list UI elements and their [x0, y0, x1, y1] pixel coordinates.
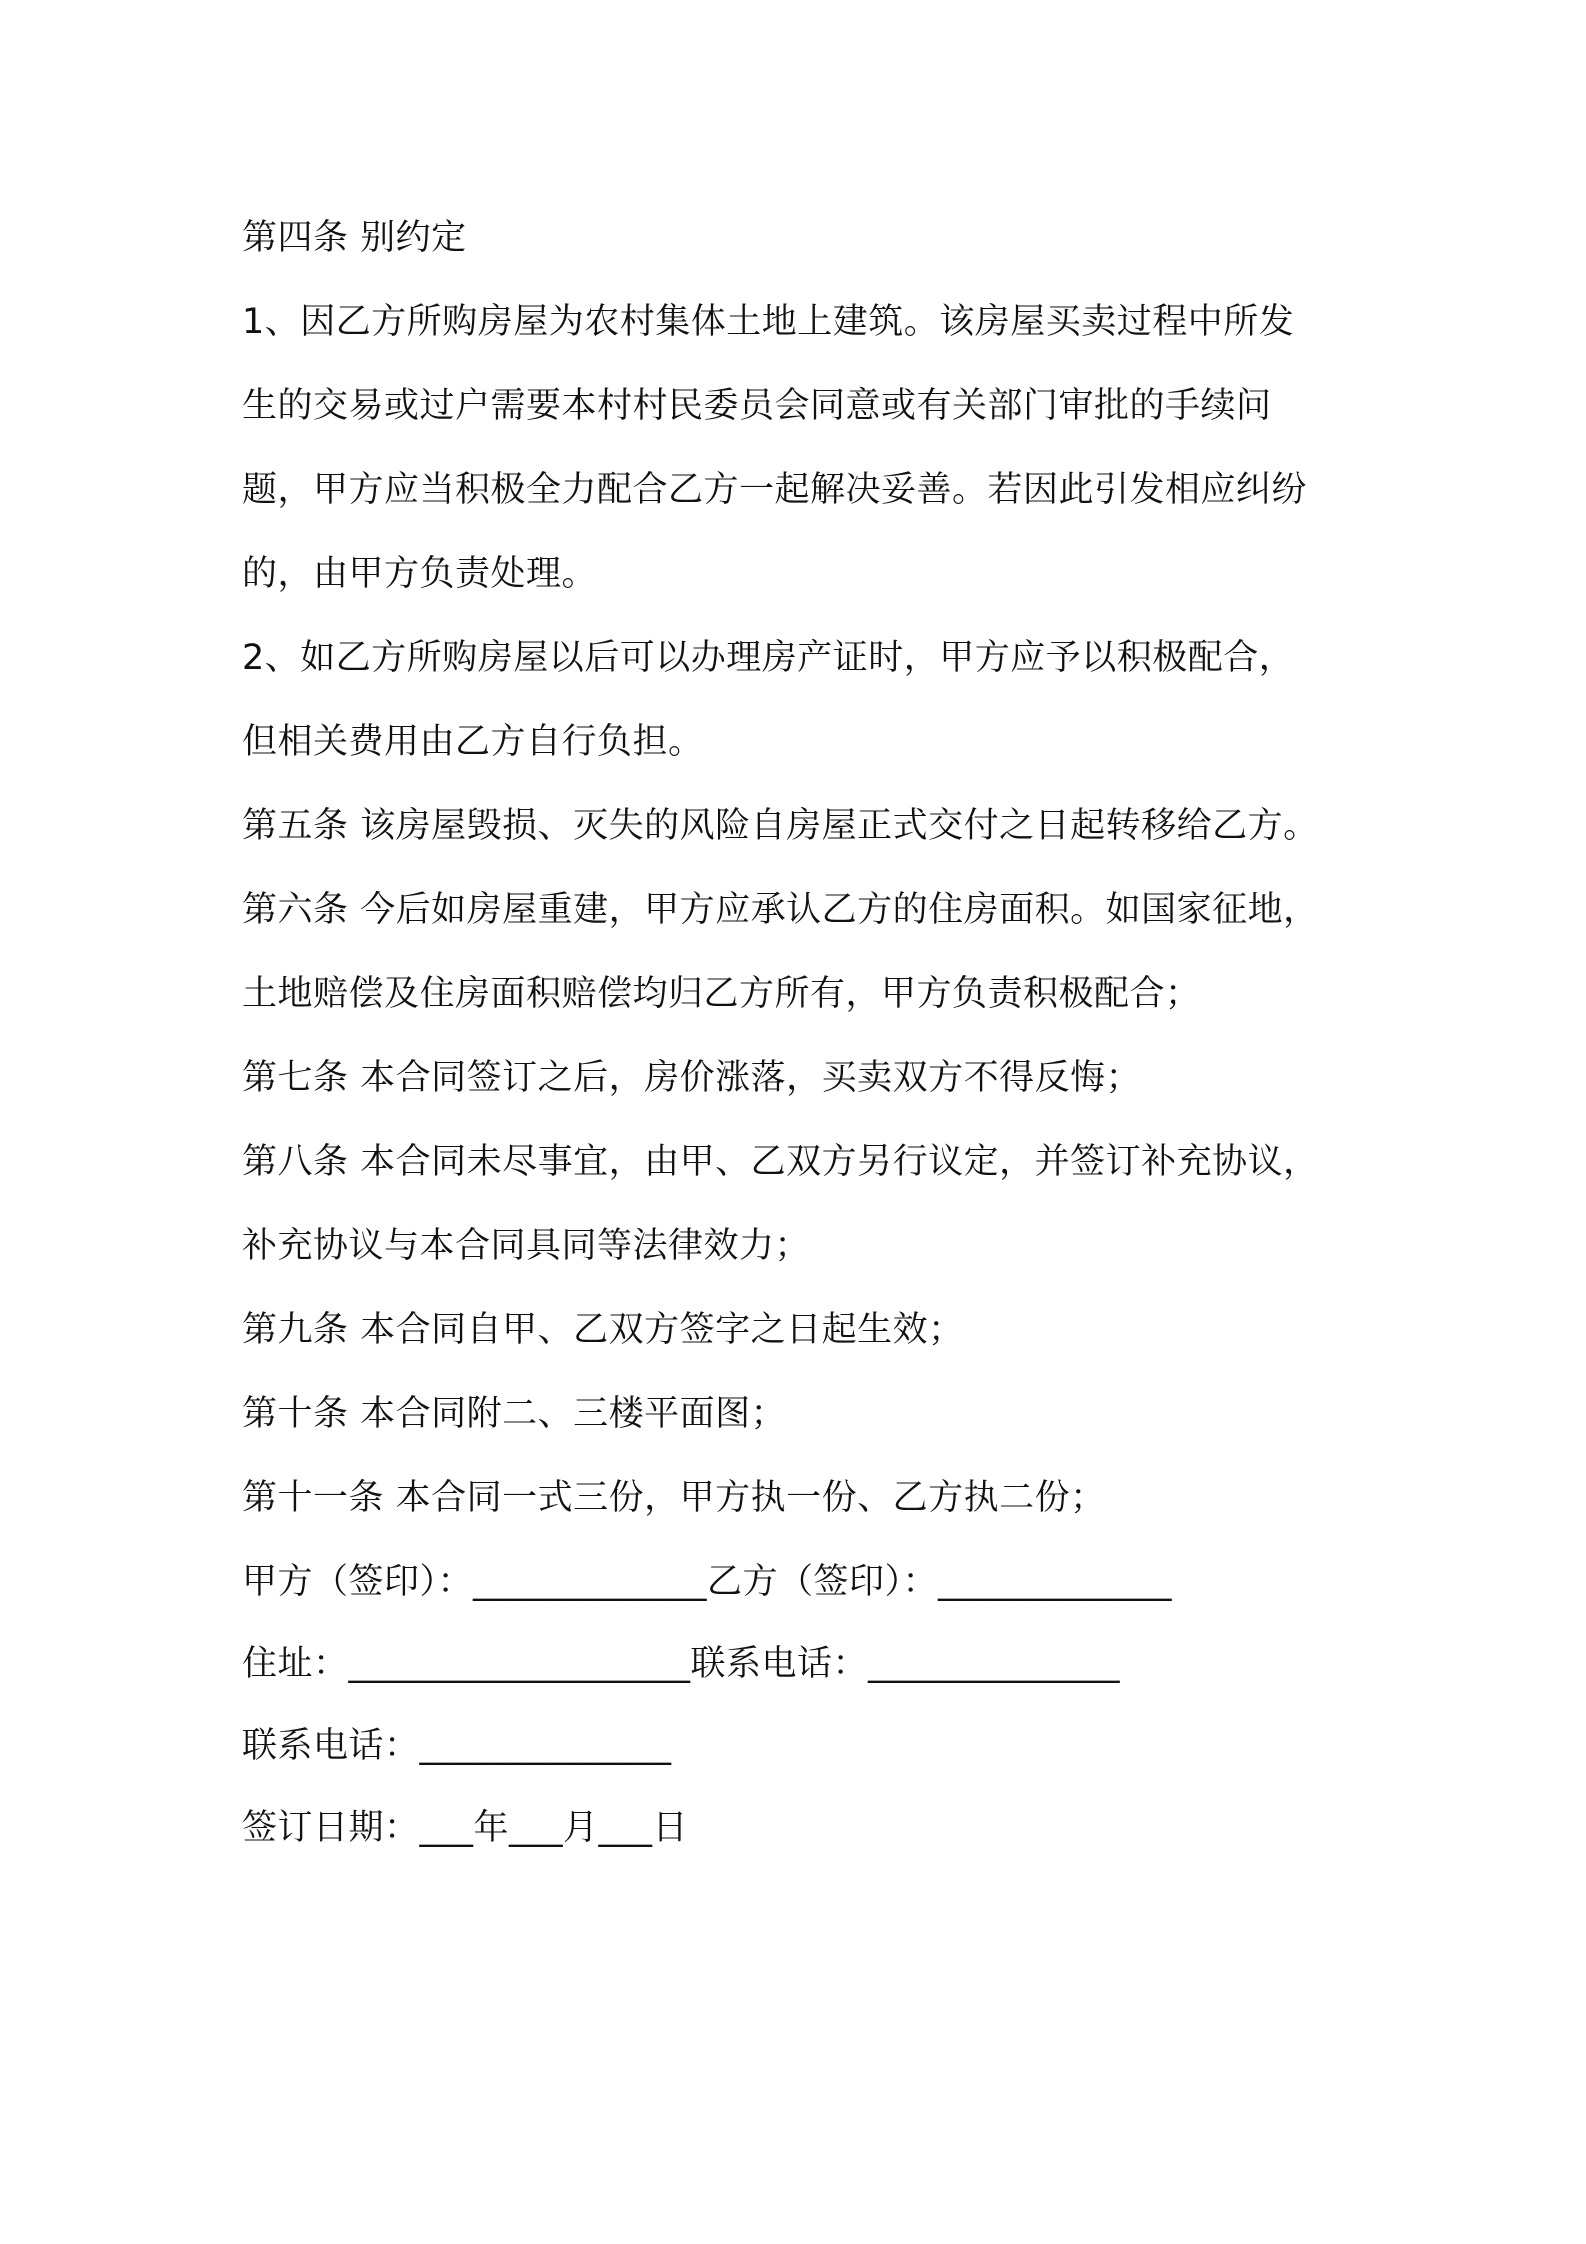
date-day-unit: 日 [652, 1808, 689, 1848]
section-4-item-2-line-2: 但相关费用由乙方自行负担。 [242, 722, 704, 762]
contract-body [242, 196, 1382, 1868]
date-year-unit: 年 [473, 1808, 510, 1848]
section-4-title: 第四条 别约定 [242, 218, 467, 258]
date-year-blank: ___ [419, 1808, 474, 1848]
section-8-line-1: 第八条 本合同未尽事宜，由甲、乙双方另行议定，并签订补充协议， [242, 1142, 1319, 1182]
phone-blank: ______________ [868, 1644, 1121, 1684]
party-a-label: 甲方（签印）： [242, 1562, 474, 1602]
section-11: 第十一条 本合同一式三份，甲方执一份、乙方执二份； [242, 1478, 1106, 1518]
section-4-item-1-line-3: 题，甲方应当积极全力配合乙方一起解决妥善。若因此引发相应纠纷 [242, 470, 1308, 510]
phone-label: 联系电话： [690, 1644, 869, 1684]
address-label: 住址： [242, 1644, 349, 1684]
signature-row-address [242, 1622, 1382, 1704]
party-a-signature-blank: _____________ [473, 1562, 708, 1602]
section-6-line-2: 土地赔偿及住房面积赔偿均归乙方所有，甲方负责积极配合； [242, 974, 1201, 1014]
signature-row-date [242, 1786, 1382, 1868]
section-6-line-1: 第六条 今后如房屋重建，甲方应承认乙方的住房面积。如国家征地， [242, 890, 1319, 930]
party-b-signature-blank: _____________ [938, 1562, 1173, 1602]
phone-label: 联系电话： [242, 1726, 420, 1766]
section-4-item-2-line-1: 2、如乙方所购房屋以后可以办理房产证时，甲方应予以积极配合， [242, 638, 1295, 678]
section-9: 第九条 本合同自甲、乙双方签字之日起生效； [242, 1310, 964, 1350]
section-8-line-2: 补充协议与本合同具同等法律效力； [242, 1226, 811, 1266]
date-label: 签订日期： [242, 1808, 420, 1848]
signature-row-phone [242, 1704, 1382, 1786]
phone-blank: ______________ [419, 1726, 672, 1766]
address-blank: ___________________ [348, 1644, 691, 1684]
party-b-label: 乙方（签印）： [707, 1562, 939, 1602]
section-10: 第十条 本合同附二、三楼平面图； [242, 1394, 787, 1434]
section-7: 第七条 本合同签订之后，房价涨落，买卖双方不得反悔； [242, 1058, 1142, 1098]
signature-row-parties [242, 1540, 1382, 1622]
section-4-item-1-line-4: 的，由甲方负责处理。 [242, 554, 598, 594]
date-day-blank: ___ [598, 1808, 653, 1848]
section-4-item-1-line-2: 生的交易或过户需要本村村民委员会同意或有关部门审批的手续问 [242, 386, 1272, 426]
section-5: 第五条 该房屋毁损、灭失的风险自房屋正式交付之日起转移给乙方。 [242, 806, 1319, 846]
date-month-blank: ___ [509, 1808, 564, 1848]
section-4-item-1-line-1: 1、因乙方所购房屋为农村集体土地上建筑。该房屋买卖过程中所发 [242, 302, 1295, 342]
date-month-unit: 月 [563, 1808, 599, 1848]
